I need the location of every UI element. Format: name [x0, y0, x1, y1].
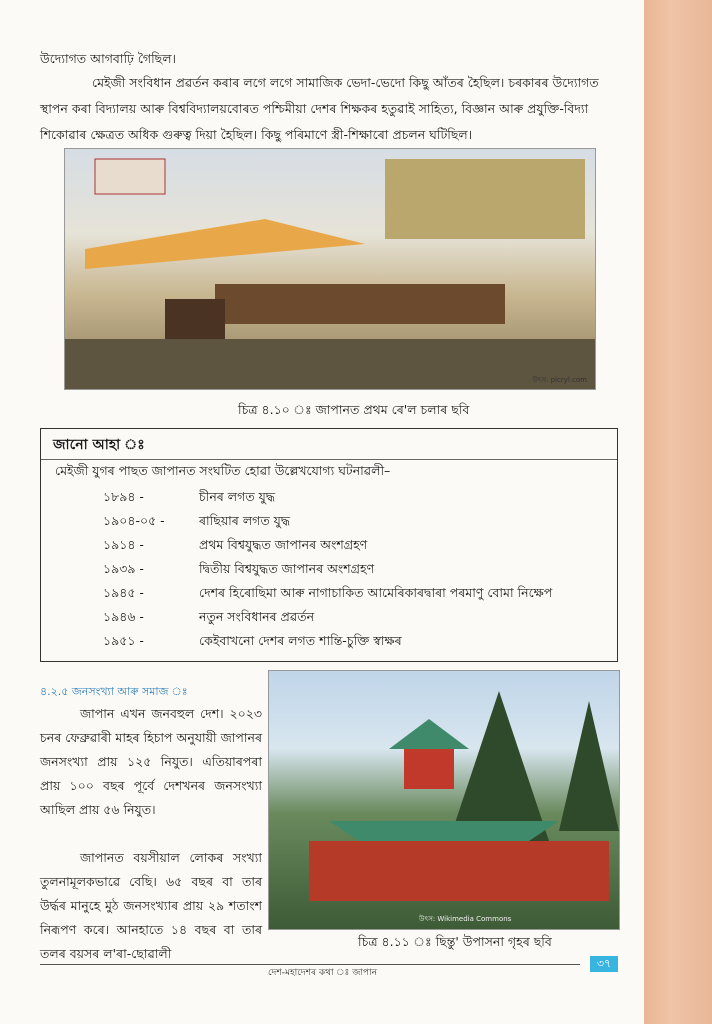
- paragraph-intro: উদ্যোগত আগবাঢ়ি গৈছিল।: [40, 51, 177, 66]
- event-row: [103, 585, 552, 605]
- figure-credit: উৎস: picryl.com: [532, 376, 587, 384]
- paragraph-elderly: জাপানত বয়সীয়াল লোকৰ সংখ্যা তুলনামূলকভাৱে বেছি। ৬৫ বছৰ বা তাৰ উৰ্দ্ধৰ মানুহে মুঠ জনসংখ্যাৰ প্ৰায় ২৯ শতাংশ নিৰূপণ কৰে। আনহাতে ১৪ বছৰ বা তাৰ তলৰ বয়সৰ ল'ৰা-ছোৱালী: [40, 850, 262, 961]
- event-text: দ্বিতীয় বিশ্বযুদ্ধত জাপানৰ অংশগ্ৰহণ: [199, 561, 375, 576]
- event-year: ১৯১৪ -: [103, 537, 144, 552]
- locomotive: [165, 299, 225, 339]
- event-row: [103, 561, 374, 581]
- event-row: [103, 489, 275, 509]
- event-year: ১৯৩৯ -: [103, 561, 144, 576]
- pagoda-tower: [404, 749, 454, 789]
- event-year: ১৯৫১ -: [103, 633, 144, 648]
- figure-caption: চিত্ৰ ৪.১১ ঃ ছিন্তু' উপাসনা গৃহৰ ছবি: [358, 934, 552, 949]
- paragraph-population: জাপান এখন জনবহুল দেশ। ২০২৩ চনৰ ফেব্ৰুৱাৰী মাহৰ হিচাপ অনুযায়ী জাপানৰ জনসংখ্যা প্ৰায় ১২৫ নিযুত। এতিয়াৰপৰা প্ৰায় ১০০ বছৰ পূৰ্বে দেশখনৰ জনসংখ্যা আছিল প্ৰায় ৫৬ নিযুত।: [40, 706, 262, 817]
- signboard: [95, 159, 165, 194]
- event-row: [103, 609, 314, 629]
- event-text: প্ৰথম বিশ্বযুদ্ধত জাপানৰ অংশগ্ৰহণ: [199, 537, 368, 552]
- railway-illustration: [65, 149, 595, 389]
- box-intro: মেইজী যুগৰ পাছত জাপানত সংঘটিত হোৱা উল্লেখযোগ্য ঘটনাৱলী–: [55, 463, 391, 478]
- event-row: [103, 633, 402, 653]
- know-box: [40, 428, 618, 662]
- event-text: ৰাছিয়াৰ লগত যুদ্ধ: [199, 513, 291, 528]
- temple-roof: [329, 821, 559, 841]
- figure-caption: চিত্ৰ ৪.১০ ঃ জাপানত প্ৰথম ৰে'ল চলাৰ ছবি: [238, 402, 470, 417]
- pine-tree: [559, 701, 619, 831]
- event-text: চীনৰ লগত যুদ্ধ: [199, 489, 276, 504]
- event-year: ১৯০৪-০৫ -: [103, 513, 165, 528]
- page-edge: [644, 0, 712, 1024]
- figure-credit: উৎস: Wikimedia Commons: [419, 915, 512, 923]
- event-row: [103, 537, 367, 557]
- temple-illustration: [269, 671, 619, 929]
- event-text: নতুন সংবিধানৰ প্ৰৱৰ্তন: [199, 609, 315, 624]
- figure-railway-image: [64, 148, 596, 390]
- paragraph-meiji: মেইজী সংবিধান প্ৰৱৰ্তন কৰাৰ লগে লগে সামাজিক ভেদা-ভেদো কিছু আঁতৰ হৈছিল। চৰকাৰৰ উদ্যোগত স্থাপন কৰা বিদ্যালয় আৰু বিশ্ববিদ্যালয়বোৰত পশ্চিমীয়া দেশৰ শিক্ষকৰ হতুৱাই সাহিত্য, বিজ্ঞান আৰু প্ৰযুক্তি-বিদ্যা শিকোৱাৰ ক্ষেত্ৰত অধিক গুৰুত্ব দিয়া হৈছিল। কিছু পৰিমাণে স্ত্ৰী-শিক্ষাৰো প্ৰচলন ঘটিছিল।: [40, 75, 599, 142]
- event-text: কেইবাখনো দেশৰ লগত শান্তি-চুক্তি স্বাক্ষৰ: [199, 633, 402, 648]
- crowd: [65, 339, 595, 389]
- temple-hall: [309, 841, 609, 901]
- event-text: দেশৰ হিৰোছিমা আৰু নাগাচাকিত আমেৰিকাৰদ্বাৰা পৰমাণু বোমা নিক্ষেপ: [199, 585, 553, 600]
- event-row: [103, 513, 290, 533]
- figure-temple-image: [268, 670, 620, 930]
- section-heading: ৪.২.৫ জনসংখ্যা আৰু সমাজ ঃ: [40, 685, 188, 698]
- event-year: ১৯৪৬ -: [103, 609, 144, 624]
- train-carriages: [215, 284, 505, 324]
- event-year: ১৯৪৫ -: [103, 585, 144, 600]
- box-divider: [41, 459, 617, 460]
- station-building: [385, 159, 585, 239]
- tent-canopy: [85, 219, 365, 269]
- pagoda-roof: [389, 719, 469, 749]
- page-footer: দেশ-মহাদেশৰ কথা ঃ জাপান: [268, 968, 377, 978]
- event-year: ১৮৯৪ -: [103, 489, 144, 504]
- page-number: ৩৭: [590, 956, 618, 972]
- box-title: জানো আহা ঃ: [53, 437, 145, 453]
